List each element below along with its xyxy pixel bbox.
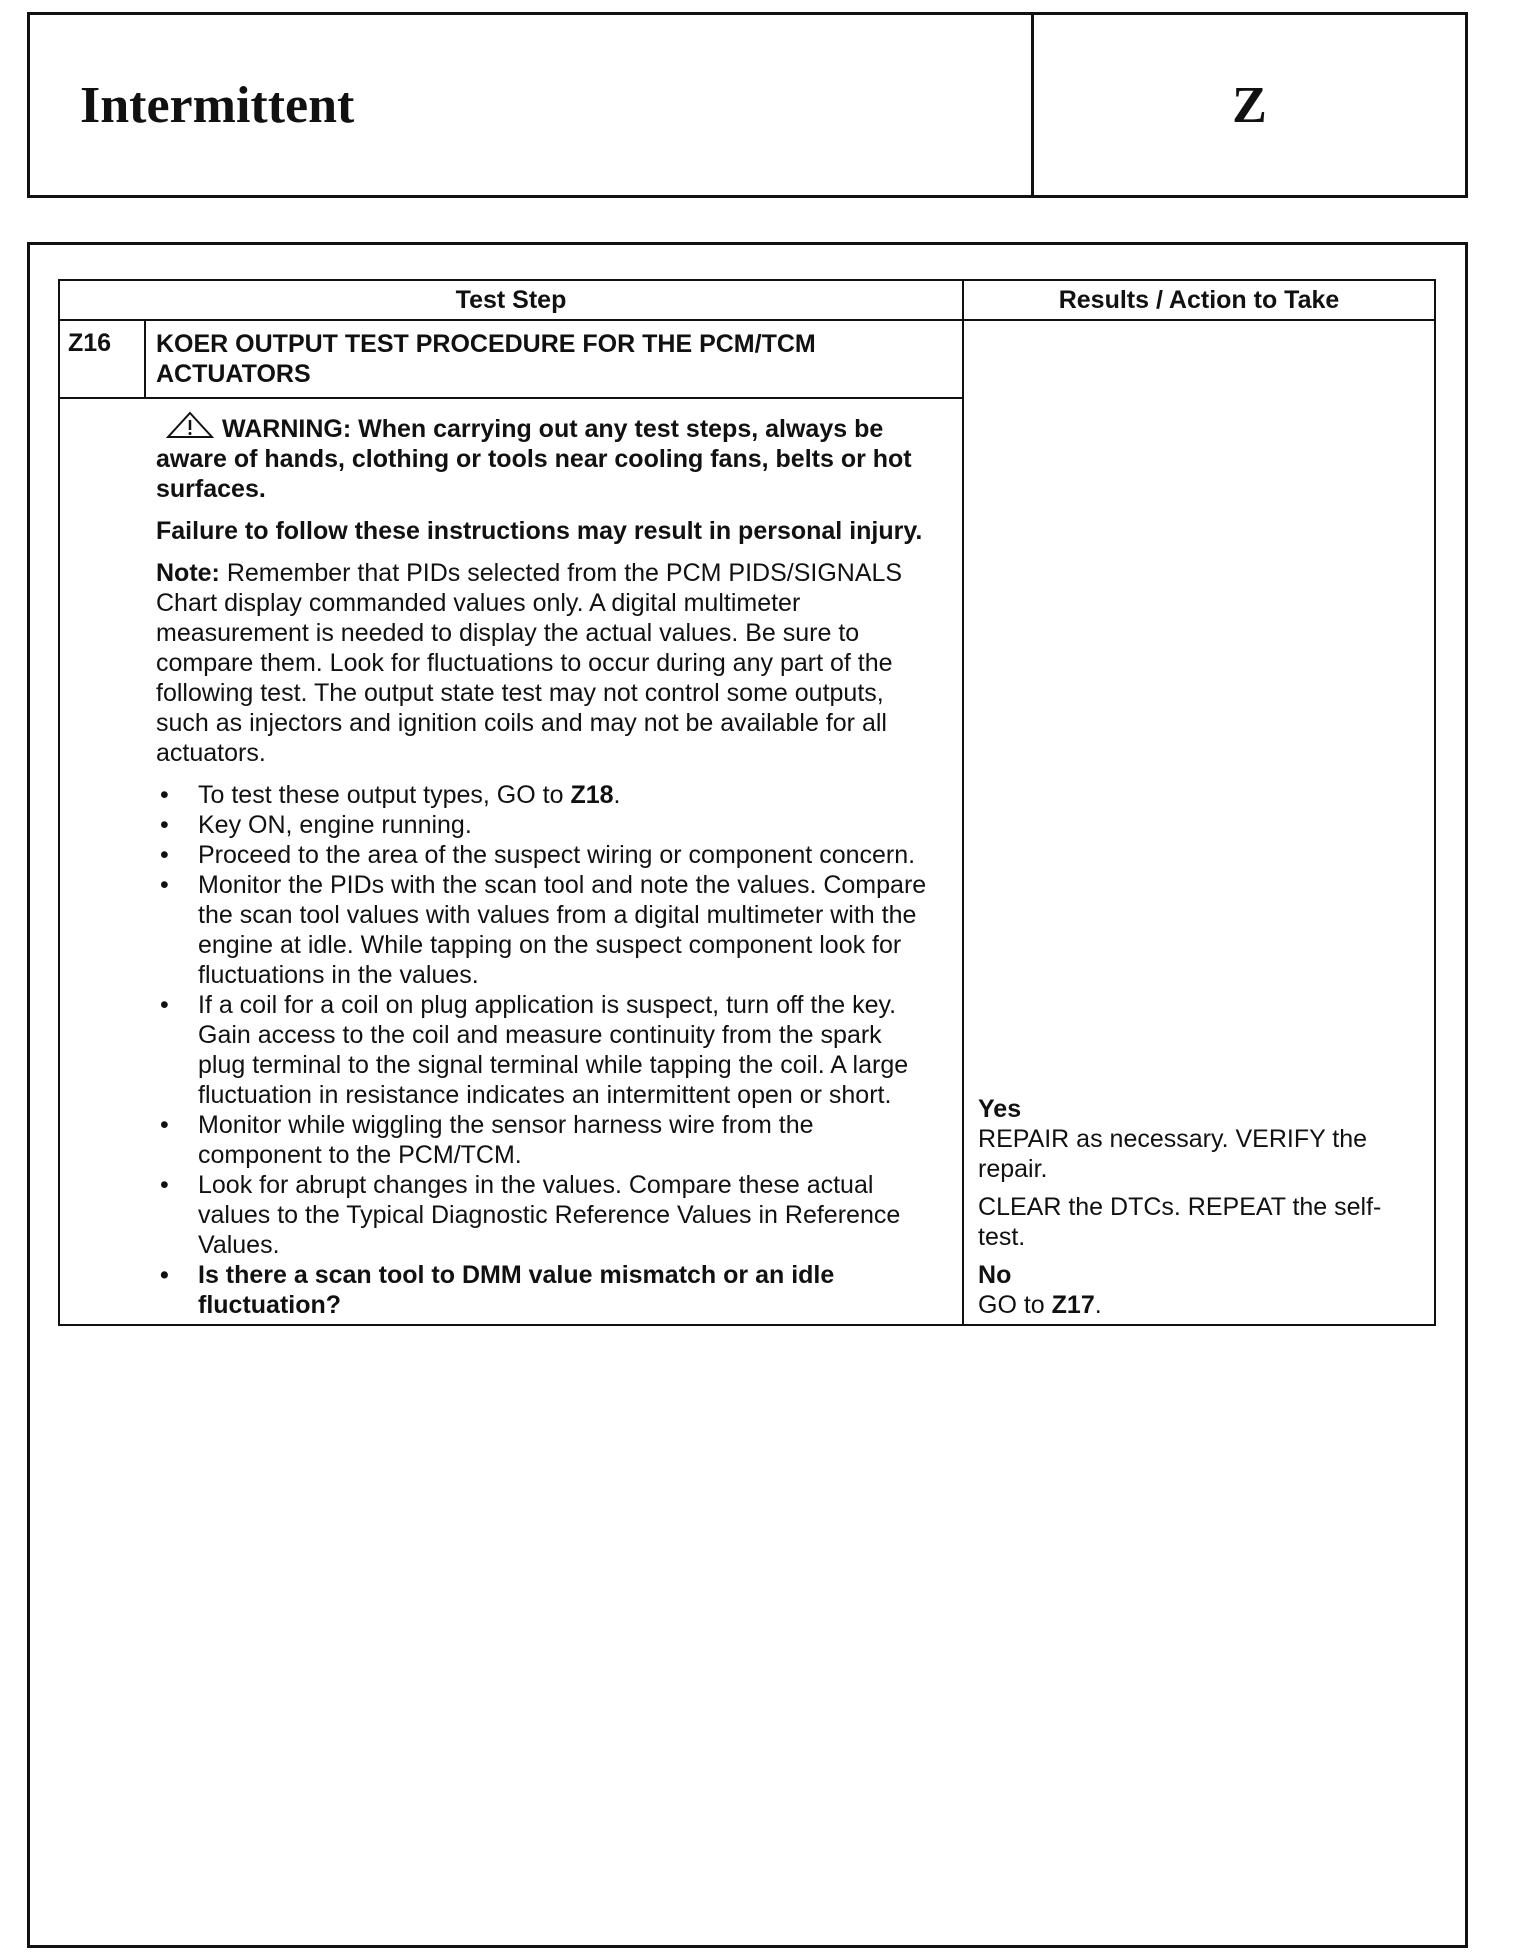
no-action-suffix: . [1094, 1291, 1102, 1319]
note-paragraph [156, 558, 932, 768]
no-action-text: GO to [978, 1291, 1052, 1319]
list-item: • Look for abrupt changes in the values. Compare these actual values to the Typical Diagnostic Reference Values in Reference Values. [156, 1170, 932, 1260]
yes-action-2: CLEAR the DTCs. REPEAT the self-test. [978, 1193, 1382, 1251]
results-cell [963, 320, 1435, 1325]
step-title: KOER OUTPUT TEST PROCEDURE FOR THE PCM/TCM ACTUATORS [145, 320, 963, 398]
list-item: • Monitor while wiggling the sensor harness wire from the component to the PCM/TCM. [156, 1110, 932, 1170]
list-item: • If a coil for a coil on plug application is suspect, turn off the key. Gain access to the coil and measure continuity from the spark plug terminal to the signal terminal while tapping the coil. A large fluctuation in resistance indicates an intermittent open or short. [156, 990, 932, 1110]
step-id: Z16 [59, 320, 145, 398]
yes-action-1: REPAIR as necessary. VERIFY the repair. [978, 1125, 1368, 1183]
list-item: • Monitor the PIDs with the scan tool and note the values. Compare the scan tool values with values from a digital multimeter with the engine at idle. While tapping on the suspect component look for fluctuations in the values. [156, 870, 932, 990]
column-header-results: Results / Action to Take [963, 280, 1435, 320]
list-item: • Proceed to the area of the suspect wiring or component concern. [156, 840, 932, 870]
note-text: Remember that PIDs selected from the PCM PIDS/SIGNALS Chart display commanded values only. A digital multimeter measurement is needed to display the actual values. Be sure to compare them. Look for fluctuations to occur during any part of the following test. The output state test may not control some outputs, such as injectors and ignition coils and may not be available for all actuators. [156, 559, 903, 767]
warning-triangle-icon [166, 411, 214, 439]
bullet-1-suffix: . [613, 781, 621, 809]
failure-notice: Failure to follow these instructions may result in personal injury. [156, 517, 923, 545]
section-code: Z [1232, 76, 1267, 134]
warning-text: WARNING: When carrying out any test steps, always be aware of hands, clothing or tools near cooling fans, belts or hot surfaces. [156, 415, 912, 503]
list-item [156, 780, 932, 810]
warning-paragraph [156, 411, 932, 504]
step-body [59, 398, 963, 1325]
no-action [978, 1290, 1428, 1320]
results-block [978, 1094, 1428, 1320]
yes-label: Yes [978, 1095, 1022, 1123]
no-label: No [978, 1261, 1012, 1289]
section-title: Intermittent [30, 15, 1034, 195]
note-label: Note: [156, 559, 220, 587]
question-item: • Is there a scan tool to DMM value mismatch or an idle fluctuation? [156, 1260, 932, 1320]
goto-z18-link[interactable]: Z18 [570, 781, 614, 809]
bullet-1-text: To test these output types, GO to [198, 781, 571, 809]
list-item: • Key ON, engine running. [156, 810, 932, 840]
test-step-table [58, 279, 1436, 1326]
step-list [156, 780, 932, 1320]
column-header-test-step: Test Step [59, 280, 963, 320]
page-header [27, 12, 1468, 198]
no-action-link[interactable]: Z17 [1051, 1291, 1095, 1319]
